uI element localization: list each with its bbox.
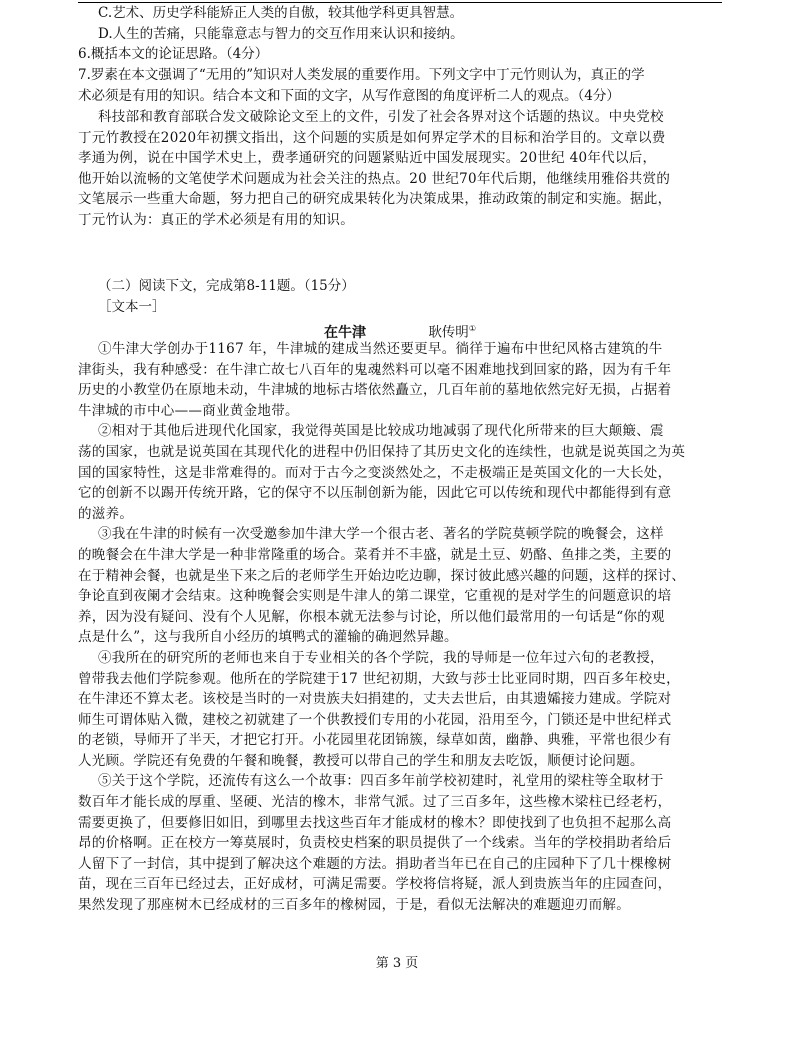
paragraph-line: ④我所在的研究所的老师也来自于专业相关的各个学院，我的导师是一位年过六旬的老教授， — [98, 649, 664, 666]
material-line: 文笔展示一些重大命题，努力把自己的研究成果转化为决策成果，推动政策的制定和实施。据此， — [78, 191, 672, 208]
paragraph-line: 在牛津还不算太老。该校是当时的一对贵族夫妇捐建的，丈夫去世后，由其遗孀接力建成。学院对 — [78, 691, 672, 708]
paragraph-line: 苗，现在三百年已经过去，正好成材，可满足需要。学校将信将疑，派人到贵族当年的庄园查问， — [78, 876, 672, 893]
paragraph-line: ①牛津大学创办于1167 年，牛津城的建成当然还要更早。徜徉于遍布中世纪风格古建筑的牛 — [98, 341, 663, 357]
question-7-material — [78, 107, 722, 231]
material-line: 他开始以流畅的文笔使学术问题成为社会关注的热点。20 世纪70年代后期，他继续用雅俗共赏的 — [78, 170, 671, 187]
question-7-line: 7.罗素在本文强调了“无用的”知识对人类发展的重要作用。下列文字中丁元竹则认为，真正的学 — [78, 67, 645, 83]
paragraph-line: ②相对于其他后进现代化国家，我觉得英国是比较成功地减弱了现代化所带来的巨大颠簸、震 — [98, 423, 664, 440]
material-line: 丁元竹教授在2020年初撰文指出，这个问题的实质是如何界定学术的目标和治学目的。文章以费 — [78, 129, 666, 146]
paragraph-line: 牛津城的市中心——商业黄金地带。 — [78, 402, 299, 419]
paragraph-line: 果然发现了那座树木已经成材的三百多年的橡树园，于是，看似无法解决的难题迎刃而解。 — [78, 897, 630, 914]
paragraph-line: 昂的价格啊。正在校方一筹莫展时，负责校史档案的职员提供了一个线索。当年的学校捐助者给后 — [78, 835, 672, 852]
question-5-options — [78, 3, 722, 44]
question-7 — [78, 65, 722, 106]
paragraph-line: 津街头，我有种感受：在牛津亡故七八百年的鬼魂然料可以毫不困难地找到回家的路，因为有千年 — [78, 361, 672, 378]
section-heading: （二）阅读下文，完成第8-11题。（15分） — [98, 278, 355, 294]
material-line: 孝通为例，说在中国学术史上，费孝通研究的问题紧贴近中国发展现实。20世纪 40年代以后， — [78, 150, 657, 167]
paragraph-line: 争论直到夜阑才会结束。这种晚餐会实则是牛津人的第二课堂，它重视的是对学生的问题意识的培 — [78, 588, 672, 605]
paragraph-line: 它的创新不以踢开传统开路，它的保守不以压制创新为能，因此它可以传统和现代中都能得到有意 — [78, 485, 672, 502]
author-footnote-mark: ① — [468, 324, 476, 333]
question-6 — [78, 44, 722, 65]
section-2-heading — [78, 276, 722, 297]
paragraph-line: 点是什么”，这与我所自小经历的填鸭式的灌输的确迥然异趣。 — [78, 629, 458, 646]
paragraph-line: ③我在牛津的时候有一次受邀参加牛津大学一个很古老、著名的学院莫顿学院的晚餐会，这样 — [98, 526, 664, 543]
paragraph-line: 国的国家特性，这是非常难得的。而对于古今之变淡然处之，不走极端正是英国文化的一大长处， — [78, 464, 672, 481]
article-title: 在牛津 — [324, 324, 367, 341]
text-label: ［文本一］ — [98, 299, 166, 315]
paragraph-line: ⑤关于这个学院，还流传有这么一个故事：四百多年前学校初建时，礼堂用的梁柱等全取材于 — [98, 773, 664, 790]
paragraph-1 — [78, 339, 722, 421]
option-d: D.人生的苦痛，只能靠意志与智力的交互作用来认识和接纳。 — [98, 25, 464, 42]
paragraph-line: 历史的小教堂仍在原地未动，牛津城的地标古塔依然矗立，几百年前的墓地依然完好无损，占据着 — [78, 382, 672, 399]
paragraph-line: 需要更换了，但要修旧如旧，到哪里去找这些百年才能成材的橡木？即使找到了也负担不起那么高 — [78, 814, 672, 831]
paragraph-line: 的滋养。 — [78, 505, 134, 522]
paragraph-2 — [78, 421, 722, 524]
paragraph-line: 曾带我去他们学院参观。他所在的学院建于17 世纪初期，大致与莎士比亚同时期，四百多年校史， — [78, 670, 680, 687]
material-line: 丁元竹认为：真正的学术必须是有用的知识。 — [78, 211, 354, 228]
option-c: C.艺术、历史学科能矫正人类的自傲，较其他学科更具智慧。 — [98, 5, 464, 21]
paragraph-5 — [78, 771, 722, 915]
material-line: 科技部和教育部联合发文破除论文至上的文件，引发了社会各界对这个话题的热议。中央党校 — [98, 109, 664, 125]
article-author: 耿传明 — [428, 324, 469, 341]
paragraph-4 — [78, 648, 722, 772]
article-body — [78, 339, 722, 916]
paragraph-line: 在于精神会餐，也就是坐下来之后的老师学生开始边吃边聊，探讨彼此感兴趣的问题，这样的探讨、 — [78, 567, 686, 584]
page-number: 第 3 页 — [375, 956, 419, 971]
paragraph-3 — [78, 524, 722, 648]
paragraph-line: 的晚餐会在牛津大学是一种非常隆重的场合。菜肴并不丰盛，就是土豆、奶酪、鱼排之类，主要的 — [78, 546, 672, 563]
paragraph-line: 数百年才能长成的厚重、坚硬、光洁的橡木，非常气派。过了三百多年，这些橡木梁柱已经老朽， — [78, 794, 672, 811]
paragraph-line: 人留下了一封信，其中提到了解决这个难题的方法。捐助者当年已在自己的庄园种下了几十棵橡树 — [78, 855, 672, 872]
question-7-line: 术必须是有用的知识。结合本文和下面的文字，从写作意图的角度评析二人的观点。（4分） — [78, 87, 620, 104]
paragraph-line: 荡的国家，也就是说英国在其现代化的进程中仍旧保持了其历史文化的连续性，也就是说英国之为英 — [78, 443, 686, 460]
paragraph-line: 人光顾。学院还有免费的午餐和晚餐，教授可以带自己的学生和朋友去吃饭，顺便讨论问题。 — [78, 752, 644, 769]
paragraph-line: 师生可谓体贴入微，建校之初就建了一个供教授们专用的小花园，沿用至今，门锁还是中世纪样式 — [78, 711, 672, 728]
question-6-text: 6.概括本文的论证思路。（4分） — [78, 46, 269, 62]
text-one-label — [78, 297, 722, 318]
paragraph-line: 养，因为没有疑问、没有个人见解，你根本就无法参与讨论，所以他们最常用的一句话是“你的观 — [78, 608, 665, 625]
paragraph-line: 的老锁，导师开了半天，才把它打开。小花园里花团锦簇，绿草如茵，幽静、典雅，平常也很少有 — [78, 732, 672, 749]
